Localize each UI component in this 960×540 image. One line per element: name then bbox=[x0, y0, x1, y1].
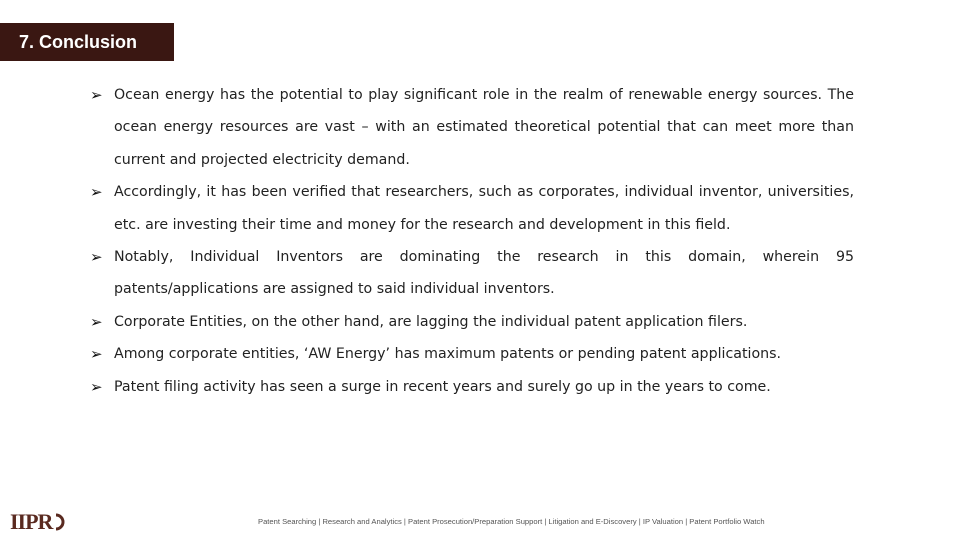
arrow-bullet-icon: ➢ bbox=[90, 248, 103, 267]
bullet-text: Ocean energy has the potential to play significant role in the realm of renewable energy sources. The ocean energy resources are vast – with an estimated theoretical potential that can meet more than current and projected electricity demand. bbox=[114, 87, 854, 168]
arrow-bullet-icon: ➢ bbox=[90, 183, 103, 202]
bullet-item bbox=[90, 306, 854, 338]
bullet-text: Among corporate entities, ‘AW Energy’ has maximum patents or pending patent applications. bbox=[114, 346, 782, 363]
bullet-item bbox=[90, 79, 854, 176]
iipr-logo bbox=[10, 510, 69, 534]
bullet-text: Patent filing activity has seen a surge in recent years and surely go up in the years to come. bbox=[114, 378, 771, 395]
bullet-text: Corporate Entities, on the other hand, are lagging the individual patent application filers. bbox=[114, 313, 748, 330]
arrow-bullet-icon: ➢ bbox=[90, 86, 103, 104]
bullet-text: Accordingly, it has been verified that researchers, such as corporates, individual inventor, universities, etc. are investing their time and money for the research and development in this field. bbox=[114, 184, 854, 233]
bullet-item bbox=[90, 338, 854, 370]
arrow-bullet-icon: ➢ bbox=[90, 312, 103, 331]
bullet-item bbox=[90, 371, 854, 403]
bullet-item bbox=[90, 176, 854, 241]
slide-title: 7. Conclusion bbox=[19, 31, 138, 52]
logo-text: IIPR bbox=[10, 509, 53, 534]
footer-services: Patent Searching | Research and Analytics | Patent Prosecution/Preparation Support | Litigation and E-Discovery | IP Valuation | Patent Portfolio Watch bbox=[258, 517, 765, 526]
logo-swoosh-icon bbox=[53, 512, 69, 532]
arrow-bullet-icon: ➢ bbox=[90, 377, 103, 396]
arrow-bullet-icon: ➢ bbox=[90, 345, 103, 364]
bullet-text: Notably, Individual Inventors are dominating the research in this domain, wherein 95 patents/applications are assigned to said individual inventors. bbox=[114, 249, 854, 298]
conclusion-bullet-list bbox=[90, 79, 854, 403]
bullet-item bbox=[90, 241, 854, 306]
slide-title-bar bbox=[0, 23, 174, 61]
